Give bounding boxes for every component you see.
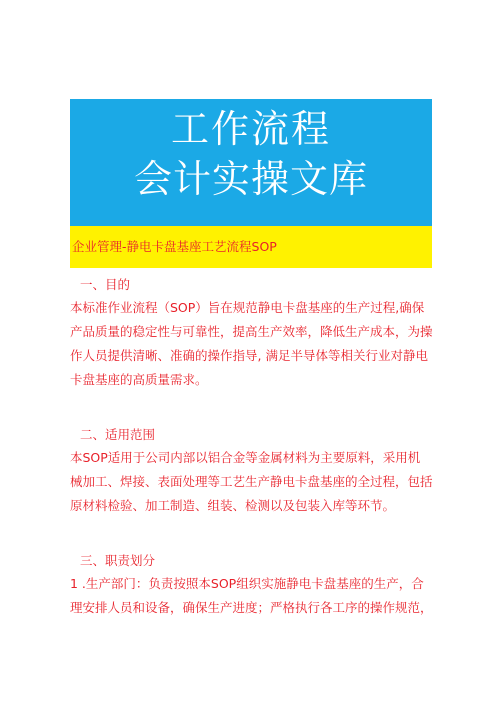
section-heading-scope: 二、适用范围 — [80, 427, 156, 442]
section-heading-purpose: 一、目的 — [80, 277, 131, 292]
document-subtitle: 企业管理-静电卡盘基座工艺流程SOP — [70, 226, 432, 268]
paragraph-line: 作人员提供清晰、准确的操作指导, 满足半导体等相关行业对静电 — [70, 348, 428, 363]
paragraph-line: 卡盘基座的高质量需求。 — [70, 372, 208, 387]
paragraph-line: 械加工、焊接、表面处理等工艺生产静电卡盘基座的全过程，包括 — [70, 474, 433, 489]
section-paragraph-purpose — [70, 296, 438, 392]
section-spacer — [70, 392, 438, 424]
paragraph-line: 原材料检验、加工制造、组装、检测以及包装入库等环节。 — [70, 498, 396, 513]
title-banner — [70, 99, 432, 226]
paragraph-line: 产品质量的稳定性与可靠性，提高生产效率，降低生产成本，为操 — [70, 324, 433, 339]
banner-title-line2: 会计实操文库 — [133, 157, 368, 201]
document-body — [70, 274, 438, 620]
paragraph-line: 本标准作业流程（SOP）旨在规范静电卡盘基座的生产过程,确保 — [70, 300, 425, 315]
banner-title-line1: 工作流程 — [170, 107, 331, 151]
paragraph-line: 1 .生产部门：负责按照本SOP组织实施静电卡盘基座的生产，合 — [70, 576, 424, 591]
paragraph-line: 本SOP适用于公司内部以铝合金等金属材料为主要原料，采用机 — [70, 450, 421, 465]
section-spacer — [70, 518, 438, 550]
section-paragraph-responsibilities — [70, 572, 438, 620]
section-paragraph-scope — [70, 446, 438, 518]
section-heading-responsibilities: 三、职责划分 — [80, 553, 156, 568]
paragraph-line: 理安排人员和设备，确保生产进度；严格执行各工序的操作规范， — [70, 600, 433, 615]
